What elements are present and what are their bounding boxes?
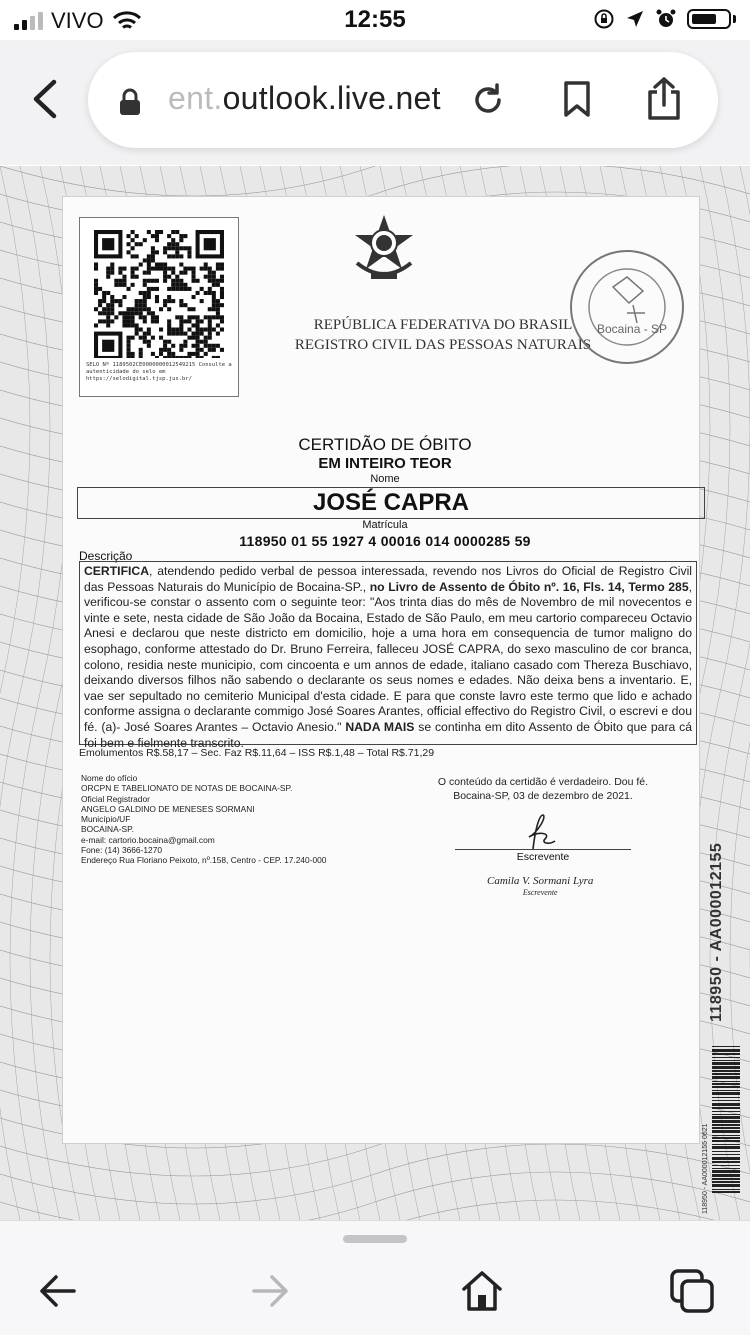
- clerk-stamp: [487, 875, 593, 899]
- office-line: e-mail: cartorio.bocaina@gmail.com: [81, 834, 215, 845]
- drag-handle[interactable]: [343, 1235, 407, 1243]
- clerk-role: Escrevente: [522, 888, 558, 897]
- office-info: [81, 773, 326, 866]
- signature: [515, 811, 565, 851]
- reload-icon[interactable]: [470, 82, 506, 118]
- location-icon: [625, 9, 645, 29]
- chevron-left-icon[interactable]: [24, 76, 70, 122]
- url-prefix: ent.: [168, 80, 223, 116]
- lock-icon: [118, 88, 142, 116]
- qr-caption: SELO Nº 1189502CE0000000012549215 Consulte a autenticidade do selo em https://selodigital.tjsp.jus.br/: [86, 362, 232, 382]
- share-icon[interactable]: [644, 76, 684, 122]
- matricula-label: Matrícula: [362, 519, 408, 531]
- notary-round-stamp: [567, 247, 687, 367]
- barcode-label: 118950 - AA000012155 0621: [702, 1123, 709, 1214]
- office-line: ANGELO GALDINO DE MENESES SORMANI: [81, 803, 255, 814]
- tabs-icon[interactable]: [668, 1267, 716, 1315]
- coat-of-arms-emblem: [349, 213, 419, 285]
- name-label: Nome: [370, 473, 400, 485]
- fees-line: Emolumentos R$.58,17 – Sec. Faz R$.11,64 – ISS R$.1,48 – Total R$.71,29: [79, 747, 435, 759]
- office-line: Oficial Registrador: [81, 793, 150, 804]
- document-view[interactable]: [0, 166, 750, 1220]
- status-icons: [593, 8, 736, 30]
- matricula-value: 118950 01 55 1927 4 00016 014 0000285 59: [239, 533, 531, 549]
- attestation: [403, 775, 683, 803]
- home-icon[interactable]: [458, 1267, 506, 1315]
- arrow-right-icon[interactable]: [246, 1267, 294, 1315]
- rotation-lock-icon: [593, 8, 615, 30]
- url-domain: outlook.live.net: [222, 80, 441, 116]
- stamp-text: Bocaina - SP: [597, 322, 668, 336]
- side-certificate-id: 118950 - AA000012155: [708, 842, 725, 1022]
- certificate-title: CERTIDÃO DE ÓBITO: [298, 435, 472, 454]
- status-bar: [0, 0, 750, 40]
- battery-icon: [687, 9, 731, 29]
- escrevente-label: Escrevente: [516, 851, 570, 863]
- office-line: Município/UF: [81, 814, 131, 825]
- deceased-name: JOSÉ CAPRA: [77, 487, 705, 519]
- office-line: Fone: (14) 3666-1270: [81, 845, 163, 856]
- qr-seal: [79, 217, 239, 397]
- death-certificate: [62, 196, 700, 1144]
- clerk-name: Camila V. Sormani Lyra: [487, 875, 594, 887]
- office-line: ORCPN E TABELIONATO DE NOTAS DE BOCAINA-SP.: [81, 783, 293, 794]
- office-line: Endereço Rua Floriano Peixoto, nº.158, Centro - CEP. 17.240-000: [81, 855, 327, 866]
- attestation-date: Bocaina-SP, 03 de dezembro de 2021.: [453, 790, 633, 802]
- carrier-name: VIVO: [51, 8, 104, 33]
- signature-line: [455, 849, 631, 850]
- alarm-icon: [655, 8, 677, 30]
- browser-toolbar: [0, 40, 750, 165]
- bottom-toolbar: [0, 1220, 750, 1335]
- description-label: Descrição: [79, 549, 133, 563]
- address-bar[interactable]: [88, 52, 718, 148]
- barcode: [712, 1046, 740, 1196]
- url-text[interactable]: [168, 80, 441, 117]
- attestation-line: O conteúdo da certidão é verdadeiro. Dou fé.: [437, 776, 649, 788]
- clock: 12:55: [344, 6, 406, 33]
- bookmark-icon[interactable]: [562, 80, 592, 118]
- arrow-left-icon[interactable]: [34, 1267, 82, 1315]
- description-text: CERTIFICA, atendendo pedido verbal de pessoa interessada, revendo nos Livros do Oficial de Registro Civil das Pessoas Naturais do Município de Bocaina-SP., no Livro de Assento de Óbito nº. 16, Fls. 14, Termo 285, verificou-se constar o assento com o seguinte teor: "Aos trinta dias do mês de Novembro de mil novecentos e vinte e sete, nesta cidade de São João da Bocaina, Estado de São Paulo, em meu cartorio compareceu Octavio Anesi e declarou que neste districto em domicilio, hoje a uma hora em consequencia de tumor maligno do esophago, conforme attestado do Dr. Bruno Ferreira, falleceu JOSÉ CAPRA, do sexo masculino de cor branca, colono, residia neste municipio, com cincoenta e um annos de edade, italiano casado com Thereza Buschiavo, deixando diversos filhos não sabendo o declarante os seus nomes e edades. Não deixa bens a inventario. E, vae ser sepultado no cemiterio Municipal d'esta cidade. E para que conste lavro este termo que lido e achado conforme assigna o declarante commigo José Soares Arantes, official effectivo do Registro Civil, o escrevi e dou fé. (a)- José Soares Arantes – Octavio Anesio." NADA MAIS se continha em dito Assento de Óbito que para cá foi bem e fielmente transcrito.: [79, 561, 697, 745]
- office-line: Nome do ofício: [81, 773, 138, 783]
- republic-heading: REPÚBLICA FEDERATIVA DO BRASIL: [313, 317, 573, 333]
- office-line: BOCAINA-SP.: [81, 824, 134, 835]
- certificate-subtitle: EM INTEIRO TEOR: [318, 455, 452, 472]
- registry-heading: REGISTRO CIVIL DAS PESSOAS NATURAIS: [294, 337, 592, 353]
